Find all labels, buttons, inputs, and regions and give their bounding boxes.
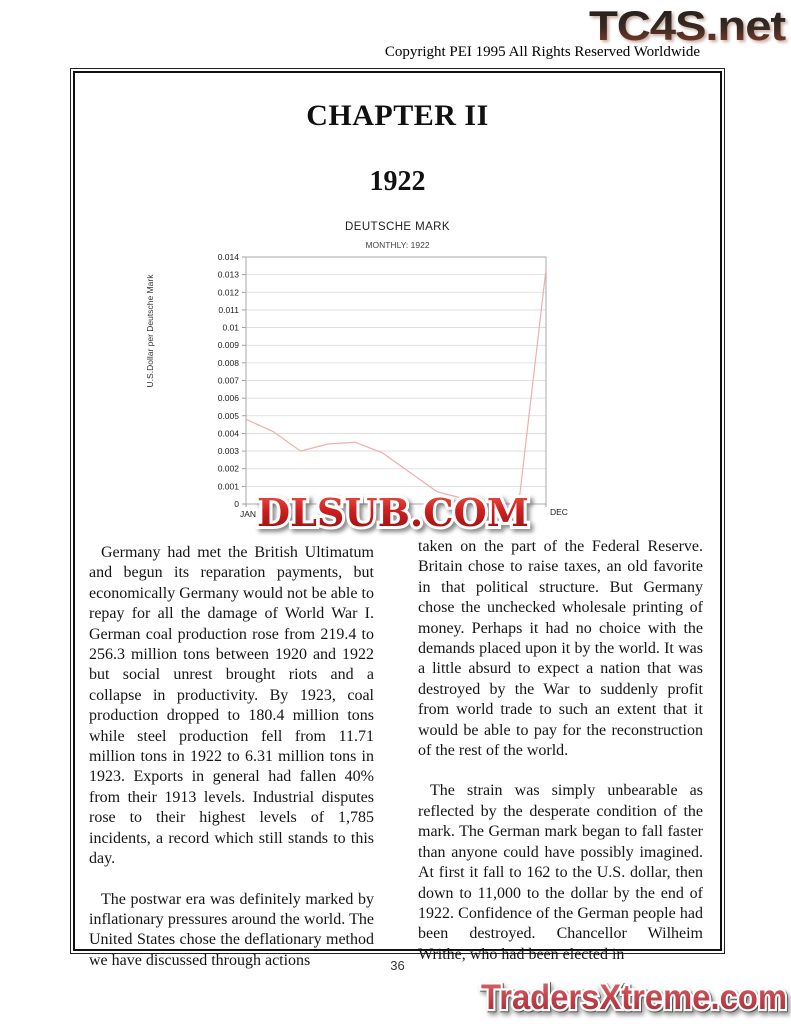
svg-text:0.013: 0.013 [217,269,239,280]
svg-text:0.007: 0.007 [217,375,239,386]
tradersxtreme-logo-text: TradersXtreme.com [481,978,787,1017]
year-heading: 1922 [369,166,426,197]
dlsub-watermark-text: DLSUB.COM [257,490,529,535]
paragraph: taken on the part of the Federal Reserve. Britain chose to raise taxes, an old favorite in that political structure. But Germany chose the unchecked wholesale printing of money. Perhaps it had no choice with the demands placed upon it by the world. It was a little absurd to expect a nation that was destroyed by the War to suddenly profit from world trade to such an extent that it would be able to pay for the reconstruction of the rest of the world. [418,538,703,760]
left-column [89,543,374,991]
chart-subtitle: MONTHLY: 1922 [365,240,430,250]
svg-text:0.006: 0.006 [217,393,239,404]
copyright-notice: Copyright PEI 1995 All Rights Reserved Worldwide [384,44,700,60]
svg-text:0: 0 [234,499,239,509]
svg-text:0.001: 0.001 [217,481,239,492]
page-number: 36 [390,958,405,973]
svg-text:0.009: 0.009 [217,340,239,351]
svg-text:0.012: 0.012 [217,287,239,298]
svg-text:0.011: 0.011 [218,304,239,315]
paragraph: The postwar era was definitely marked by inflationary pressures around the world. The United States chose the deflationary method we have discussed through actions [89,890,374,969]
body-text [89,538,703,991]
svg-text:0.004: 0.004 [217,428,239,439]
svg-text:DEC: DEC [550,507,568,517]
paragraph: Germany had met the British Ultimatum and begun its reparation payments, but economically Germany would not be able to repay for all the damage of World War I. German coal production rose from 219.4 to 256.3 million tons between 1920 and 1922 but social unrest brought riots and a collapse in productivity. By 1923, coal production dropped to 180.4 million tons while steel production fell from 11.71 million tons in 1922 to 6.31 million tons in 1923. Exports in general had fallen 40% from their 1913 levels. Industrial disputes rose to their highest levels of 1,785 incidents, a record which still stands to this day. [89,544,374,868]
svg-text:0.002: 0.002 [217,463,239,474]
chart-title: DEUTSCHE MARK [345,221,450,233]
tradersxtreme-logo [473,972,791,1022]
tc4s-logo [579,0,789,48]
svg-text:0.005: 0.005 [217,410,239,421]
tc4s-logo-text: TC4S.net [589,2,787,48]
svg-text:0.01: 0.01 [222,322,239,333]
svg-text:JAN: JAN [239,509,257,519]
paragraph: The strain was simply unbearable as reflected by the desperate condition of the mark. The German mark began to fall faster than anyone could have possibly imagined. At first it fall to 162 to the U.S. dollar, then down to 11,000 to the dollar by the end of 1922. Confidence of the German people had been destroyed. Chancellor Wilheim Writhe, who had been elected in [418,782,703,963]
chapter-title: CHAPTER II [306,99,489,132]
svg-text:0.014: 0.014 [217,252,239,262]
svg-text:0.003: 0.003 [217,446,239,457]
chart-y-axis-label: U.S.Dollar per Deutsche Mark [145,274,155,388]
svg-text:0.008: 0.008 [217,357,239,368]
dlsub-watermark [248,485,538,539]
right-column [418,537,703,991]
